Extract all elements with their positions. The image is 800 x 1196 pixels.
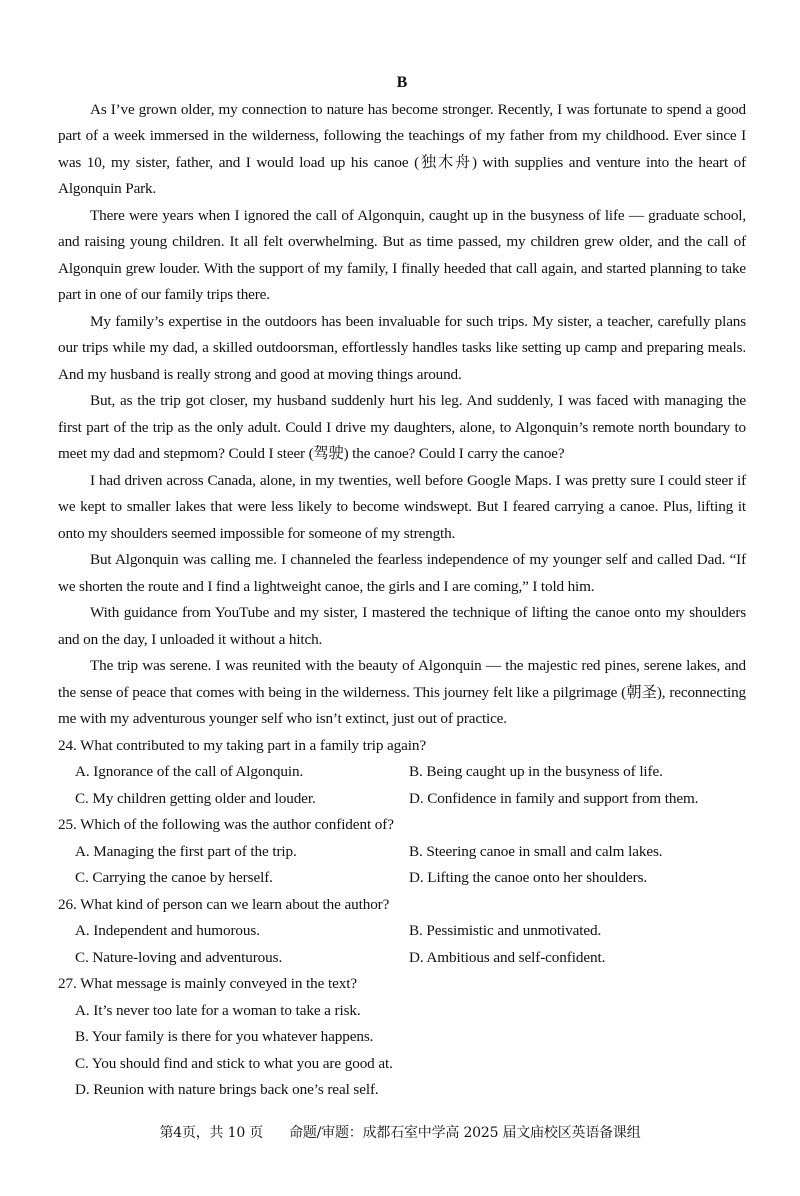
section-title: B [396, 74, 408, 91]
option-a: A. It’s never too late for a woman to take a risk. [75, 1001, 361, 1019]
question-list [58, 733, 746, 1104]
option-d: D. Lifting the canoe onto her shoulders. [409, 869, 648, 886]
passage-paragraph: The trip was serene. I was reunited with the beauty of Algonquin — the majestic red pines, serene lakes, and the sense of peace that comes with being in the wilderness. This journey felt like a pilgrimage (朝圣), reconnecting me with my adventurous younger self who isn’t extinct, just out of practice. [58, 657, 746, 727]
option-list [58, 839, 746, 892]
option-b: B. Your family is there for you whatever happens. [75, 1028, 374, 1045]
option-c: C. My children getting older and louder. [75, 789, 316, 807]
question-27 [58, 971, 746, 1104]
page-number: 第4页，共 10 页 [159, 1125, 264, 1141]
passage-paragraph: As I’ve grown older, my connection to nature has become stronger. Recently, I was fortunate to spend a good part of a week immersed in the wilderness, following the teachings of my father from my childhood. Ever since I was 10, my sister, father, and I would load up his canoe (独木舟) with supplies and venture into the heart of Algonquin Park. [58, 100, 746, 197]
question-stem: 27. What message is mainly conveyed in the text? [58, 975, 358, 992]
option-c: C. Carrying the canoe by herself. [75, 869, 273, 886]
option-d: D. Ambitious and self-confident. [409, 948, 606, 966]
question-25 [58, 812, 746, 892]
option-list [58, 918, 746, 971]
option-list [58, 759, 746, 812]
question-stem: 24. What contributed to my taking part in a family trip again? [58, 736, 427, 754]
option-list [58, 998, 746, 1104]
option-c: C. You should find and stick to what you are good at. [75, 1054, 393, 1072]
passage-paragraph: But, as the trip got closer, my husband suddenly hurt his leg. And suddenly, I was faced with managing the first part of the trip as the only adult. Could I drive my daughters, alone, to Algonquin’s remote north boundary to meet my dad and stepmom? Could I steer (驾驶) the canoe? Could I carry the canoe? [58, 392, 746, 462]
question-24 [58, 733, 746, 813]
option-d: D. Reunion with nature brings back one’s real self. [75, 1081, 379, 1098]
passage-paragraph: There were years when I ignored the call of Algonquin, caught up in the busyness of life — graduate school, and raising young children. It all felt overwhelming. But as time passed, my children grew older, and the call of Algonquin grew louder. With the support of my family, I finally heeded that call again, and started planning to take part in one of our family trips there. [58, 206, 746, 303]
option-b: B. Pessimistic and unmotivated. [409, 922, 602, 939]
exam-page [58, 70, 746, 1104]
option-a: A. Independent and humorous. [75, 922, 260, 939]
option-b: B. Being caught up in the busyness of life. [409, 763, 663, 780]
option-b: B. Steering canoe in small and calm lakes. [409, 842, 663, 860]
reading-passage [58, 97, 746, 733]
option-a: A. Managing the first part of the trip. [75, 842, 297, 860]
option-c: C. Nature-loving and adventurous. [75, 948, 283, 966]
passage-paragraph: But Algonquin was calling me. I channeled the fearless independence of my younger self and called Dad. “If we shorten the route and I find a lightweight canoe, the girls and I are coming,” I told him. [58, 551, 746, 595]
question-stem: 26. What kind of person can we learn about the author? [58, 895, 390, 913]
footer-credit: 命题/审题：成都石室中学高 2025 届文庙校区英语备课组 [289, 1125, 641, 1141]
passage-paragraph: I had driven across Canada, alone, in my twenties, well before Google Maps. I was pretty sure I could steer if we kept to smaller lakes that were less likely to become windswept. But I feared carrying a canoe. Plus, lifting it onto my shoulders seemed impossible for someone of my strength. [58, 471, 746, 542]
question-stem: 25. Which of the following was the author confident of? [58, 816, 394, 833]
option-a: A. Ignorance of the call of Algonquin. [75, 763, 304, 780]
page-footer [0, 1122, 800, 1142]
option-d: D. Confidence in family and support from them. [409, 789, 699, 807]
passage-paragraph: With guidance from YouTube and my sister, I mastered the technique of lifting the canoe onto my shoulders and on the day, I unloaded it without a hitch. [58, 604, 746, 648]
passage-paragraph: My family’s expertise in the outdoors has been invaluable for such trips. My sister, a teacher, carefully plans our trips while my dad, a skilled outdoorsman, effortlessly handles tasks like setting up camp and preparing meals. And my husband is really strong and good at moving things around. [58, 312, 746, 383]
question-26 [58, 892, 746, 972]
